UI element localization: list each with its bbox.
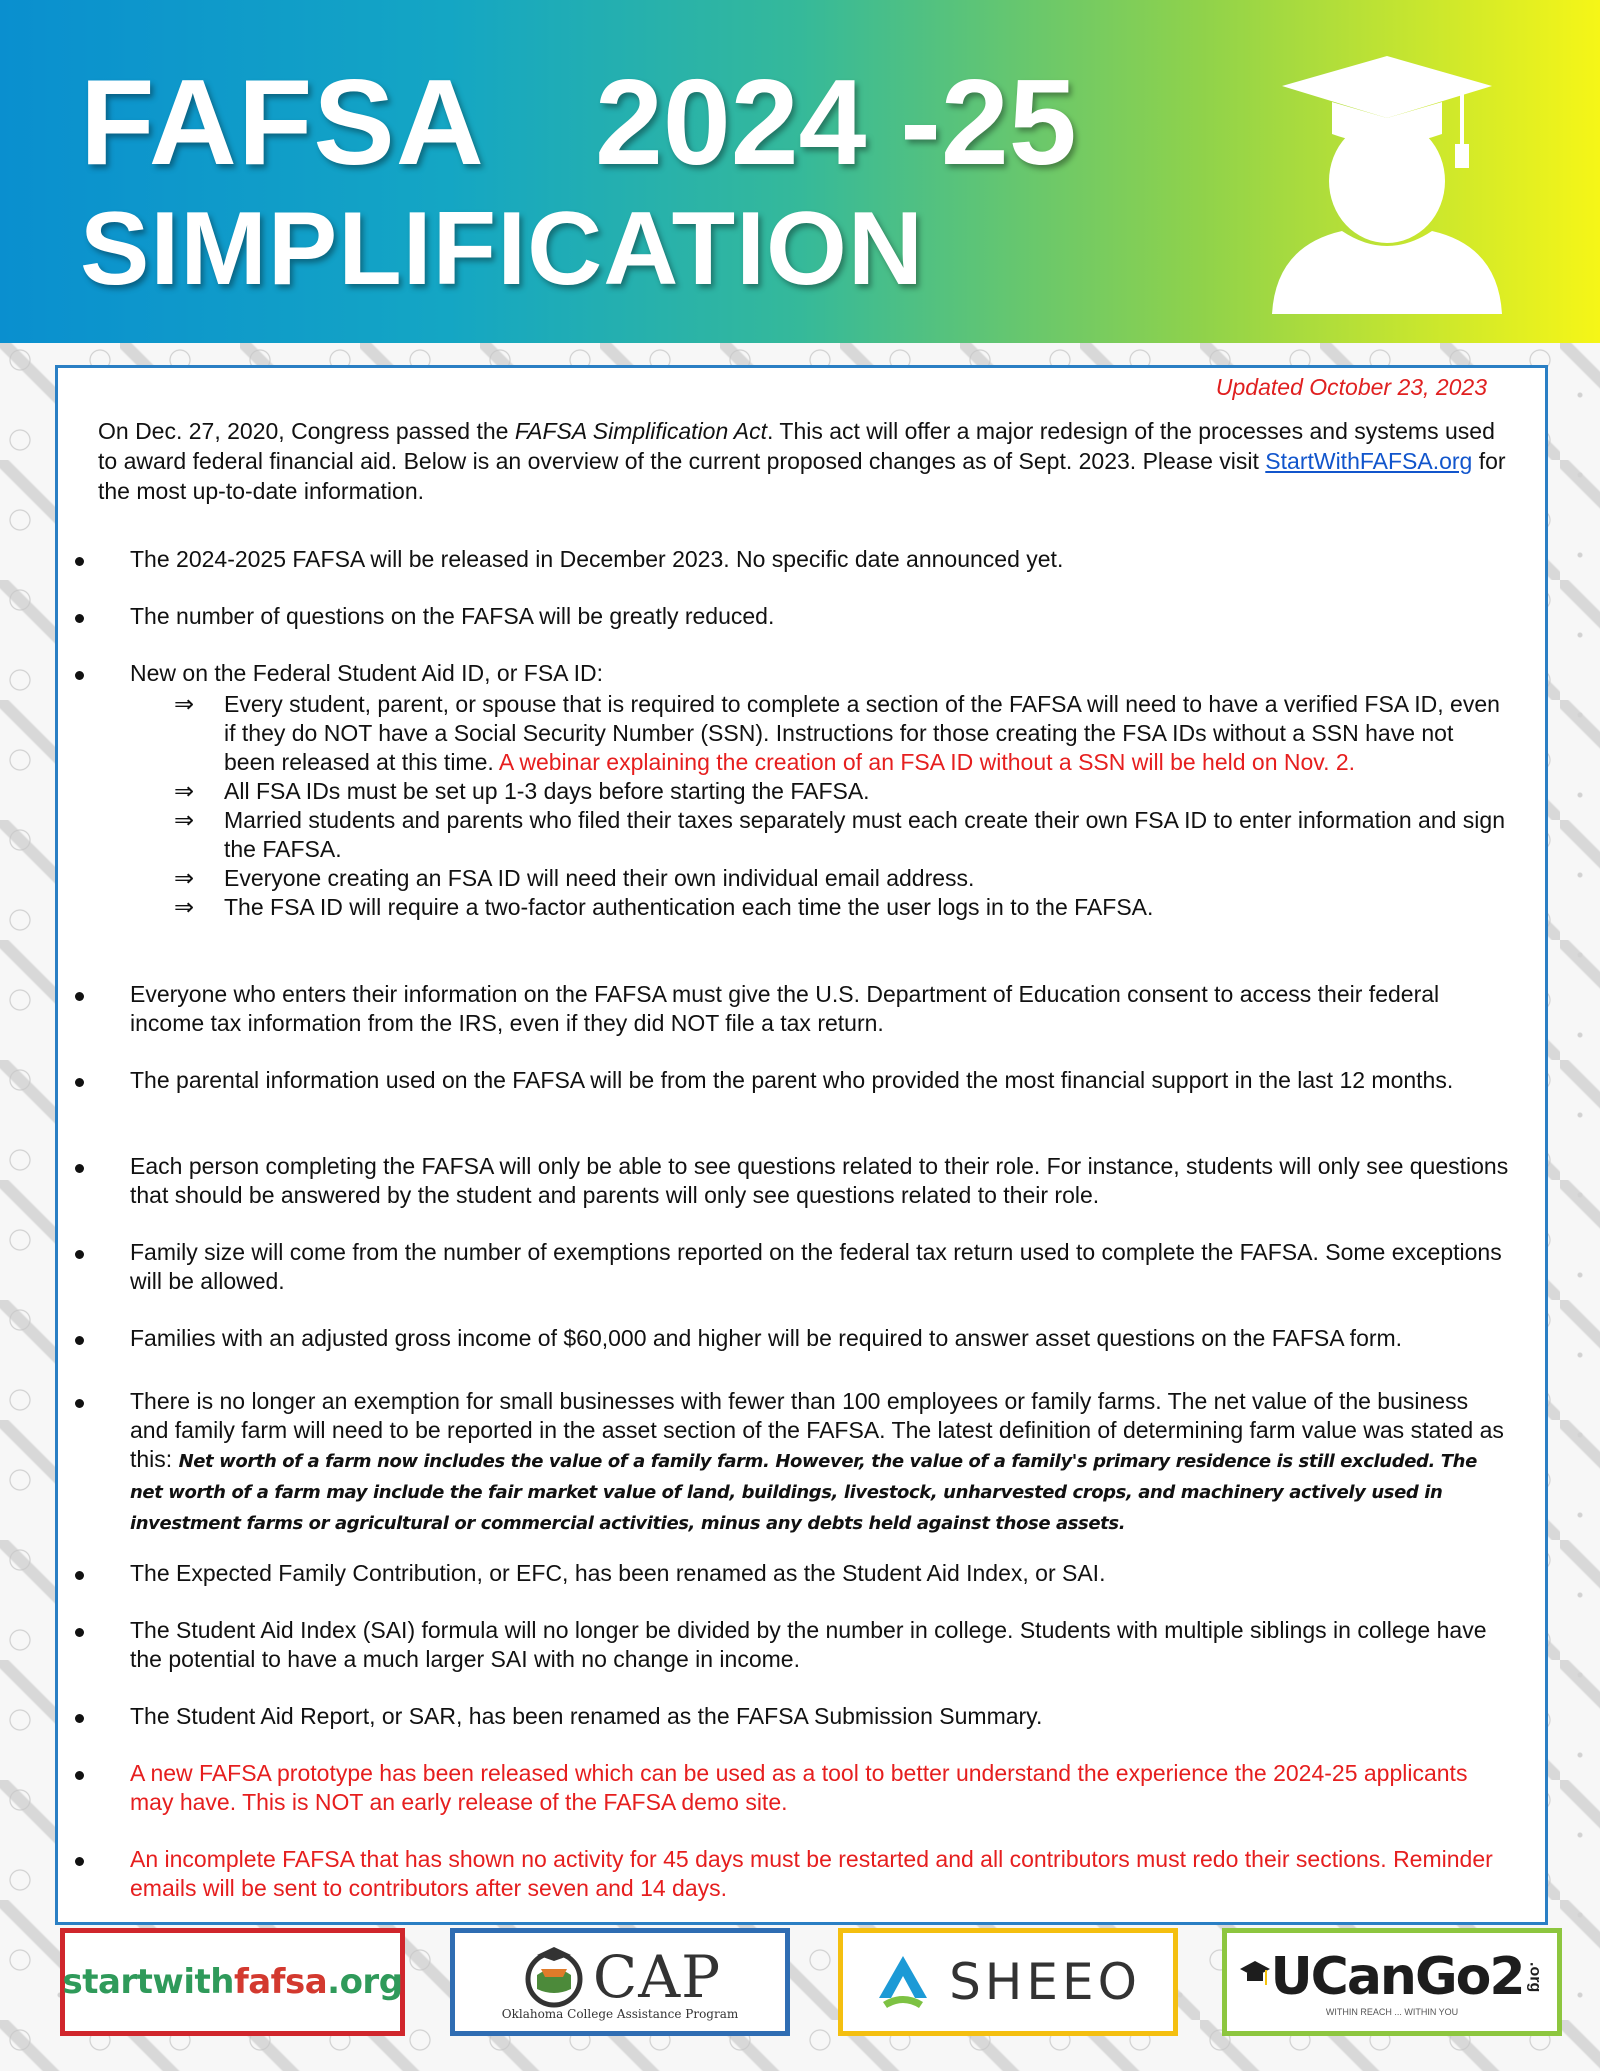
intro-text: On Dec. 27, 2020, Congress passed the	[98, 418, 515, 444]
list-item	[130, 1702, 1510, 1731]
ucango2-logo[interactable]	[1222, 1928, 1562, 2036]
double-arrow-icon: ⇒	[174, 864, 195, 892]
intro-text-3: for the most up-to-date information.	[98, 448, 1506, 504]
ucango2-wordmark	[1240, 1947, 1543, 2017]
double-arrow-icon: ⇒	[174, 806, 195, 834]
list-item	[130, 1616, 1510, 1674]
bullet-dot	[75, 1078, 84, 1087]
list-item-farm	[130, 1387, 1510, 1538]
bullet-text: Each person completing the FAFSA will only be able to see questions related to their role. For instance, students will only see questions that should be answered by the student and parents will only see questions related to their role.	[130, 1153, 1509, 1208]
grad-cap-icon	[1240, 1957, 1270, 1997]
sub-item	[130, 864, 1510, 893]
bullet-text: The parental information used on the FAFSA will be from the parent who provided the most financial support in the last 12 months.	[130, 1067, 1454, 1093]
startwithfafsa-link[interactable]: StartWithFAFSA.org	[1265, 448, 1473, 474]
list-item	[130, 1238, 1510, 1296]
bullet-text: A new FAFSA prototype has been released which can be used as a tool to better understand the experience the 2024-25 applicants may have. This is NOT an early release of the FAFSA demo site.	[130, 1760, 1468, 1815]
ocap-subtitle: Oklahoma College Assistance Program	[501, 2007, 739, 2021]
logo-text: .org	[327, 1962, 403, 2002]
bullet-dot	[75, 1714, 84, 1723]
bullet-text: The Student Aid Index (SAI) formula will no longer be divided by the number in college. Students with multiple siblings in college have the potential to have a much larger SAI with no change in income.	[130, 1617, 1487, 1672]
bullet-dot	[75, 1164, 84, 1173]
ucango2-row	[1240, 1947, 1543, 2007]
sub-text-red: A webinar explaining the creation of an FSA ID without a SSN will be held on Nov. 2.	[498, 749, 1356, 775]
startwithfafsa-logo[interactable]	[60, 1928, 405, 2036]
ocap-main	[519, 1943, 721, 2011]
bullet-text: The number of questions on the FAFSA will be greatly reduced.	[130, 603, 775, 629]
sheeo-mark-icon	[875, 1952, 931, 2012]
sub-text: Every student, parent, or spouse that is required to complete a section of the FAFSA will need to have a verified FSA ID, even if they do NOT have a Social Security Number (SSN). Instructions for those creating the FSA IDs without a SSN have not been released at this time.	[224, 691, 1500, 775]
bullet-dot	[75, 1571, 84, 1580]
ocap-wordmark	[502, 1943, 739, 2021]
bullet-text: An incomplete FAFSA that has shown no activity for 45 days must be restarted and all contributors must redo their sections. Reminder emails will be sent to contributors after seven and 14 days.	[130, 1846, 1493, 1901]
sub-item	[130, 690, 1510, 777]
globe-icon	[519, 1945, 589, 2009]
bullet-dot	[75, 614, 84, 623]
sub-item	[130, 806, 1510, 864]
ocap-text: CAP	[592, 1943, 722, 2011]
sheeo-logo[interactable]	[838, 1928, 1178, 2036]
intro-text-2: . This act will offer a major redesign of the processes and systems used to award federal financial aid. Below is an overview of the current proposed changes as of Sept. 2023. Please visit	[98, 418, 1495, 474]
bullet-text: The Student Aid Report, or SAR, has been renamed as the FAFSA Submission Summary.	[130, 1703, 1043, 1729]
bullet-dot	[75, 1399, 84, 1408]
sub-item	[130, 777, 1510, 806]
act-name: FAFSA Simplification Act	[514, 418, 768, 444]
bullet-dot	[75, 557, 84, 566]
bullet-dot	[75, 992, 84, 1001]
startwithfafsa-wordmark	[62, 1962, 402, 2002]
ucango2-tagline: WITHIN REACH ... WITHIN YOU	[1325, 2007, 1459, 2017]
title-subtitle: SIMPLIFICATION	[80, 191, 925, 307]
bullet-dot	[75, 1628, 84, 1637]
intro-paragraph	[98, 416, 1518, 506]
bullet-text: Families with an adjusted gross income of $60,000 and higher will be required to answer asset questions on the FAFSA form.	[130, 1325, 1403, 1351]
list-item	[130, 1066, 1510, 1095]
bullet-dot	[75, 671, 84, 680]
list-item	[130, 1759, 1510, 1817]
header-banner	[0, 0, 1600, 343]
double-arrow-icon: ⇒	[174, 690, 195, 718]
bullet-text: New on the Federal Student Aid ID, or FSA ID:	[130, 660, 604, 686]
logo-text: startwith	[62, 1962, 234, 2002]
sub-text: All FSA IDs must be set up 1-3 days before starting the FAFSA.	[224, 778, 870, 804]
sub-text: Everyone creating an FSA ID will need their own individual email address.	[224, 865, 975, 891]
farm-definition-text: Net worth of a farm now includes the value of a family farm. However, the value of a family's primary residence is still excluded. The net worth of a farm may include the fair market value of land, buildings, livestock, unharvested crops, and machinery actively used in investment farms or agricultural or commercial activities, minus any debts held against those assets.	[130, 1451, 1477, 1534]
double-arrow-icon: ⇒	[174, 777, 195, 805]
sub-item	[130, 893, 1510, 922]
title-word: FAFSA	[80, 54, 485, 190]
list-item	[130, 1559, 1510, 1588]
list-item-fsa-id	[130, 659, 1510, 922]
list-item	[130, 545, 1510, 574]
sub-list	[130, 690, 1510, 922]
double-arrow-icon: ⇒	[174, 893, 195, 921]
sheeo-wordmark	[875, 1952, 1141, 2012]
list-item	[130, 1324, 1510, 1353]
bullet-text: The 2024-2025 FAFSA will be released in December 2023. No specific date announced yet.	[130, 546, 1064, 572]
sheeo-text: SHEEO	[949, 1953, 1141, 2011]
bullet-text: Everyone who enters their information on the FAFSA must give the U.S. Department of Education consent to access their federal income tax information from the IRS, even if they did NOT file a tax return.	[130, 981, 1440, 1036]
list-item	[130, 980, 1510, 1038]
bullet-dot	[75, 1857, 84, 1866]
logo-text: fafsa	[233, 1962, 328, 2002]
list-item	[130, 1152, 1510, 1210]
bullet-text: Family size will come from the number of exemptions reported on the federal tax return used to complete the FAFSA. Some exceptions will be allowed.	[130, 1239, 1502, 1294]
bullet-dot	[75, 1771, 84, 1780]
list-item	[130, 1845, 1510, 1903]
bullet-dot	[75, 1250, 84, 1259]
updated-date: Updated October 23, 2023	[1215, 374, 1487, 400]
ucango2-text: UCanGo2	[1270, 1947, 1524, 2007]
bullet-text: There is no longer an exemption for small businesses with fewer than 100 employees or family farms. The net value of the business and family farm will need to be reported in the asset section of the FAFSA. The latest definition of determining farm value was stated as this:	[130, 1388, 1504, 1472]
bullet-text: The Expected Family Contribution, or EFC, has been renamed as the Student Aid Index, or SAI.	[130, 1560, 1106, 1586]
ucango2-org: .org	[1526, 1961, 1544, 1993]
sub-text: The FSA ID will require a two-factor authentication each time the user logs in to the FAFSA.	[224, 894, 1154, 920]
ocap-logo[interactable]	[450, 1928, 790, 2036]
sub-text: Married students and parents who filed their taxes separately must each create their own FSA ID to enter information and sign the FAFSA.	[224, 807, 1506, 862]
bullet-dot	[75, 1336, 84, 1345]
graduate-silhouette-icon	[1262, 56, 1512, 314]
content-card	[55, 365, 1548, 1925]
list-item	[130, 602, 1510, 631]
title-year: 2024 -25	[595, 54, 1077, 190]
